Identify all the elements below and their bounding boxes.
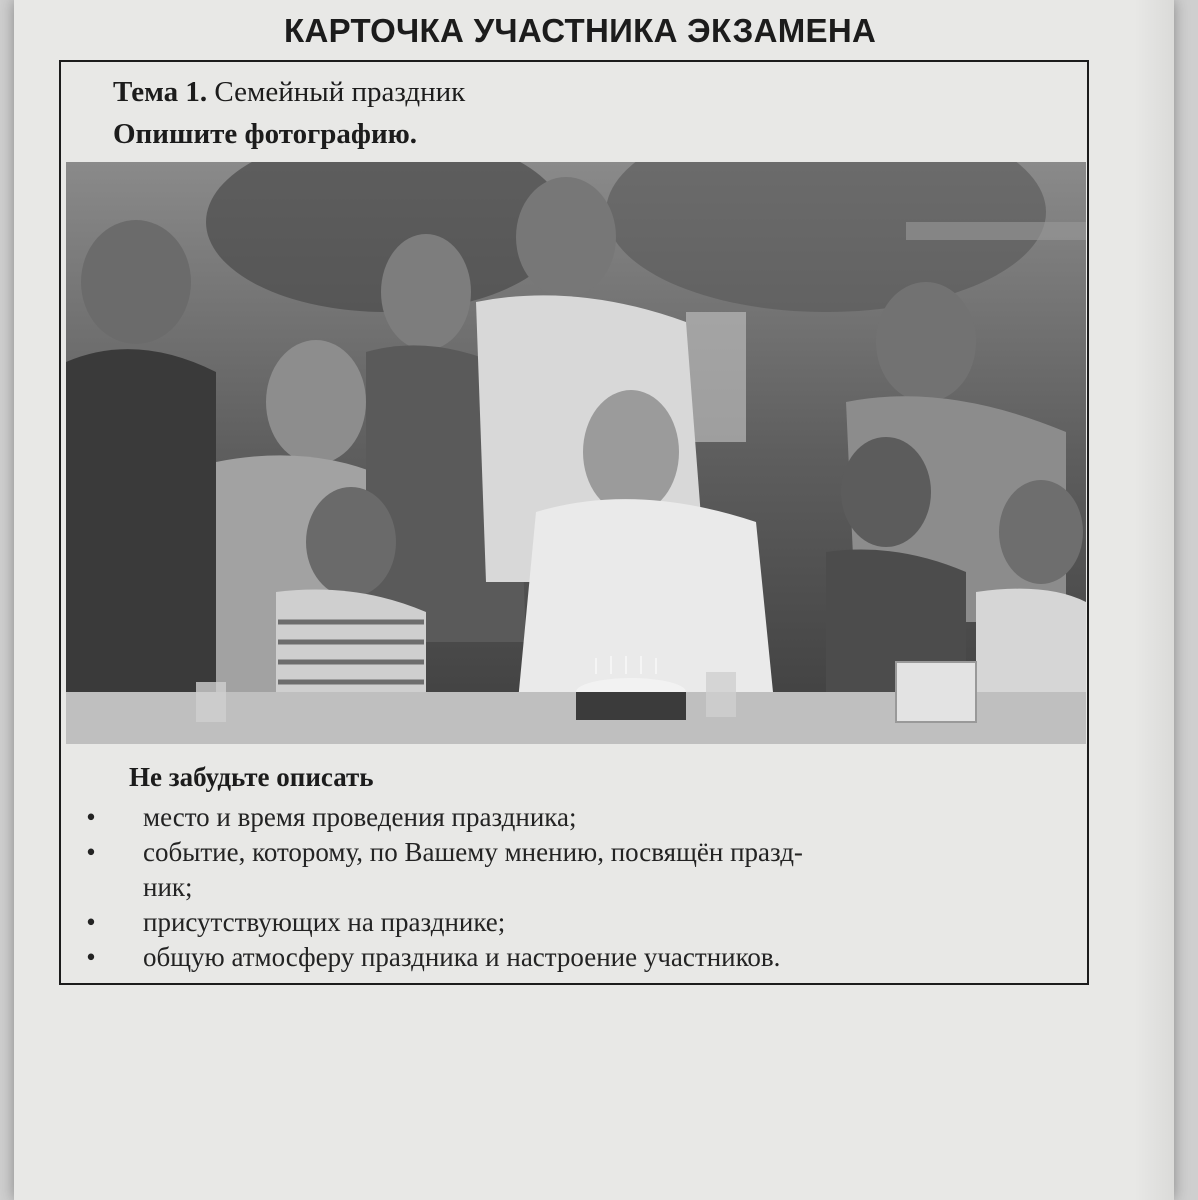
family-celebration-photo: [66, 162, 1086, 744]
remember-heading: Не забудьте описать: [129, 762, 374, 792]
point-text: общую атмосферу праздника и настроение участников.: [143, 942, 781, 972]
topic-line: [113, 76, 465, 109]
list-item: [81, 940, 1081, 975]
exam-card: [59, 60, 1089, 985]
bullet-icon: •: [86, 802, 96, 832]
bullet-icon: •: [86, 907, 96, 937]
list-item: [81, 905, 1081, 940]
list-item: [81, 800, 1081, 835]
topic-text: Семейный праздник: [214, 76, 466, 108]
bullet-icon: •: [86, 837, 96, 867]
point-text-continuation: ник;: [143, 872, 193, 902]
topic-label: Тема 1.: [113, 76, 208, 108]
bullet-icon: •: [86, 942, 96, 972]
card-title: КАРТОЧКА УЧАСТНИКА ЭКЗАМЕНА: [284, 12, 877, 49]
list-item: [81, 835, 1081, 905]
point-text: присутствующих на празднике;: [143, 907, 506, 937]
instruction: Опишите фотографию.: [113, 118, 418, 150]
photo-illustration: [66, 162, 1086, 744]
point-text: место и время проведения праздника;: [143, 802, 577, 832]
point-text: событие, которому, по Вашему мнению, посвящён празд-: [143, 837, 803, 867]
page-shadow: [1134, 0, 1174, 1200]
points-list: [81, 800, 1081, 975]
book-page: [14, 0, 1174, 1200]
